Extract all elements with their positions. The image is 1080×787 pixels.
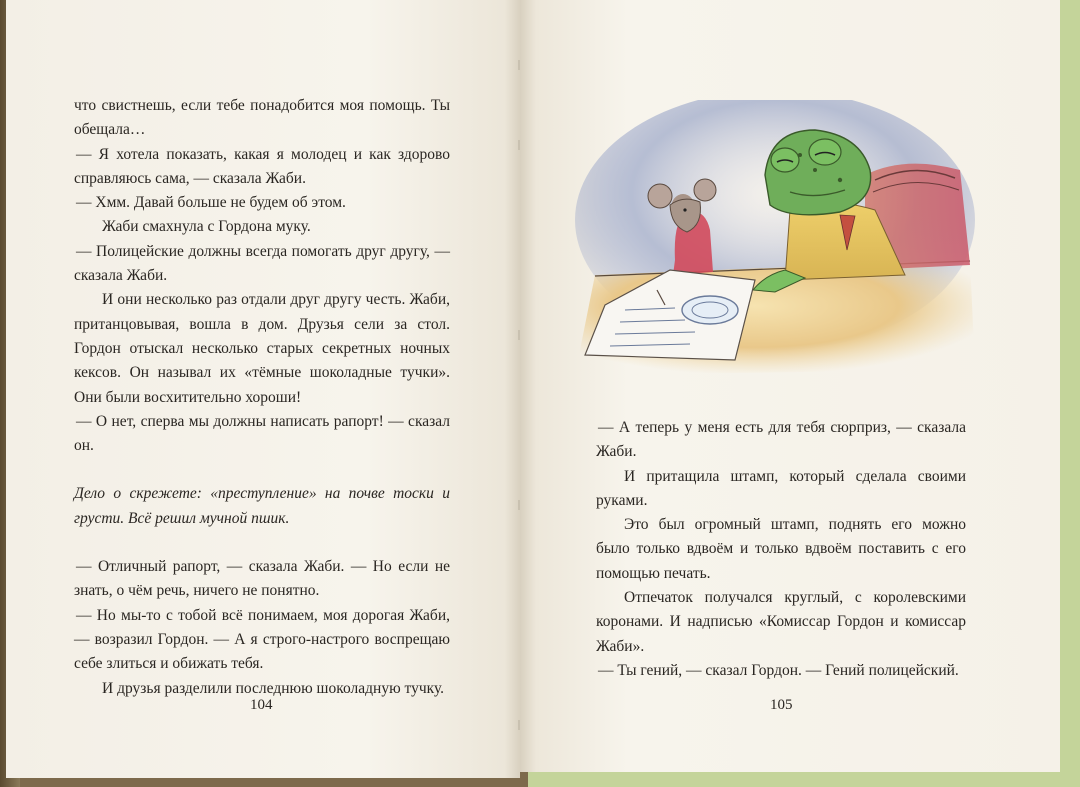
paragraph: — А теперь у меня есть для тебя сюрприз, — сказала Жаби. <box>596 419 966 461</box>
paragraph: — Отличный рапорт, — сказала Жаби. — Но если не знать, о чём речь, ничего не понятно. <box>74 558 450 600</box>
paragraph: — Я хотела показать, какая я молодец и как здорово справляюсь сама, — сказала Жаби. <box>74 145 450 187</box>
paragraph: — Но мы-то с тобой всё понимаем, моя дорогая Жаби, — возразил Гордон. — А я строго-настрого воспрещаю себе злиться и обижать тебя. <box>74 606 450 673</box>
paragraph: Жаби смахнула с Гордона муку. <box>102 218 311 236</box>
paragraph: Это был огромный штамп, поднять его можно было только вдвоём и только вдвоём поставить с его помощью печать. <box>596 516 966 582</box>
paragraph: И они несколько раз отдали друг другу честь. Жаби, пританцовывая, вошла в дом. Друзья сели за стол. Гордон отыскал несколько старых секретных ночных кексов. Он называл их «тёмные шоколадные тучки». Они были восхитительно хороши! <box>74 291 450 406</box>
paragraph: — О нет, сперва мы должны написать рапорт! — сказал он. <box>74 412 450 455</box>
paragraph: — Ты гений, — сказал Гордон. — Гений полицейский. <box>598 661 959 679</box>
page-number: 105 <box>770 697 793 713</box>
paragraph: что свистнешь, если тебе понадобится моя помощь. Ты обещала… <box>74 97 450 139</box>
right-page <box>520 0 1060 772</box>
paragraph: И притащила штамп, который сделала своими руками. <box>596 467 966 509</box>
paragraph: — Хмм. Давай больше не будем об этом. <box>76 194 346 212</box>
paragraph: И друзья разделили последнюю шоколадную тучку. <box>102 679 445 697</box>
page-number: 104 <box>250 697 273 713</box>
toad-and-mouse-illustration-icon <box>575 100 975 380</box>
paragraph: — Полицейские должны всегда помогать друг другу, — сказала Жаби. <box>74 242 450 285</box>
left-page <box>6 0 520 778</box>
paragraph: Отпечаток получался круглый, с королевскими коронами. И надписью «Комиссар Гордон и комиссар Жаби». <box>596 589 966 655</box>
right-page-text <box>596 416 966 683</box>
left-page-text <box>74 94 450 701</box>
report-paragraph: Дело о скрежете: «преступление» на почве тоски и грусти. Всё решил мучной пшик. <box>74 485 450 527</box>
